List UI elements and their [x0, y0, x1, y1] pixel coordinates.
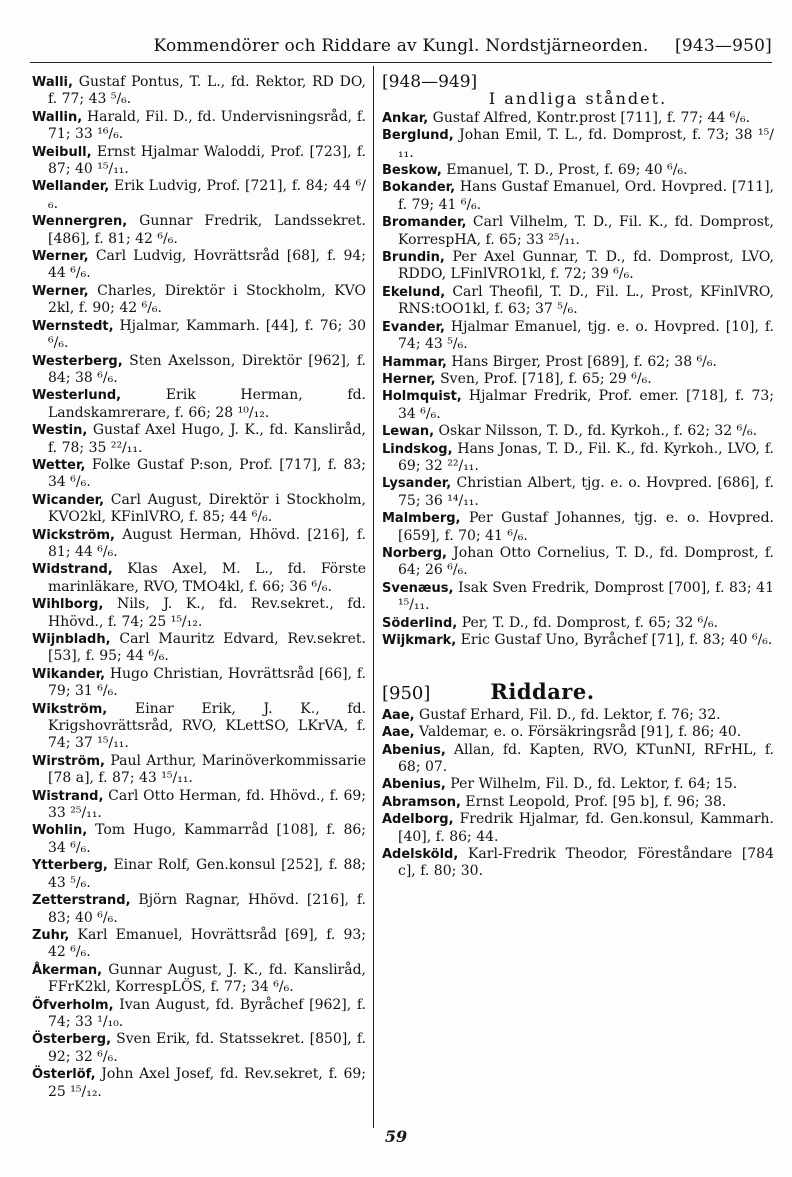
entry-name: Werner, [32, 249, 89, 265]
section-label-riddare: [950] [382, 683, 431, 705]
left-column [32, 74, 366, 1101]
section-title-riddare: Riddare. [490, 679, 595, 705]
entry-name: Holmquist, [382, 389, 462, 405]
entry-details: Fredrik Hjalmar, fd. Gen.konsul, Kammarh. [40], f. 86; 44. [398, 811, 774, 845]
list-item [382, 249, 774, 284]
list-item [382, 742, 774, 777]
entry-name: Bromander, [382, 215, 467, 231]
running-header [30, 36, 772, 56]
list-item [32, 318, 366, 353]
list-item [32, 997, 366, 1032]
list-item [382, 475, 774, 510]
entry-name: Wohlin, [32, 823, 88, 839]
entry-details: Einar Rolf, Gen.konsul [252], f. 88; 43 ⁵/₆. [48, 857, 366, 891]
entry-details: Klas Axel, M. L., fd. Förste marinläkare, RVO, TMO4kl, f. 66; 36 ⁶/₆. [48, 561, 366, 595]
list-item [382, 580, 774, 615]
list-item [32, 1031, 366, 1066]
list-item [32, 701, 366, 753]
entry-name: Wirström, [32, 753, 105, 769]
entry-details: Sven Erik, fd. Statssekret. [850], f. 92; 32 ⁶/₆. [48, 1031, 366, 1065]
entry-details: Carl Otto Herman, fd. Hhövd., f. 69; 33 ²⁵/₁₁. [48, 787, 366, 822]
right-column [382, 74, 774, 881]
entry-name: Svenæus, [382, 580, 454, 596]
list-item [382, 724, 774, 741]
entry-name: Wihlborg, [32, 597, 104, 613]
entry-list-andliga [382, 110, 774, 650]
entry-name: Wernstedt, [32, 318, 114, 334]
entry-name: Wennergren, [32, 214, 128, 230]
entry-details: Hjalmar, Kammarh. [44], f. 76; 30 ⁶/₆. [48, 317, 366, 352]
entry-name: Adelsköld, [382, 847, 459, 863]
entry-details: Gustaf Erhard, Fil. D., fd. Lektor, f. 76; 32. [414, 706, 721, 723]
entry-name: Brundin, [382, 250, 445, 266]
entry-details: Per Wilhelm, Fil. D., fd. Lektor, f. 64; 15. [445, 776, 738, 793]
entry-name: Walli, [32, 75, 73, 90]
entry-name: Wikander, [32, 666, 106, 682]
list-item [32, 666, 366, 701]
entry-details: Gustaf Alfred, Kontr.prost [711], f. 77; 44 ⁶/₆. [428, 109, 751, 126]
entry-details: Carl Vilhelm, T. D., Fil. K., fd. Domprost, KorrespHA, f. 65; 33 ²⁵/₁₁. [398, 214, 774, 248]
list-item [32, 248, 366, 283]
list-item [382, 423, 774, 440]
entry-details: Hugo Christian, Hovrättsråd [66], f. 79; 31 ⁶/₆. [48, 665, 366, 700]
entry-name: Bokander, [382, 180, 456, 196]
entry-details: Johan Emil, T. L., fd. Domprost, f. 73; 38 ¹⁵/₁₁. [398, 127, 774, 161]
entry-details: Folke Gustaf P:son, Prof. [717], f. 83; 34 ⁶/₆. [48, 456, 366, 491]
entry-name: Österlöf, [32, 1067, 96, 1083]
list-item [382, 110, 774, 127]
section-label-andliga: [948—949] [382, 72, 478, 92]
list-item [32, 927, 366, 962]
entry-name: Hammar, [382, 354, 447, 370]
entry-name: Lysander, [382, 476, 452, 492]
entry-details: Sten Axelsson, Direktör [962], f. 84; 38 ⁶/₆. [48, 352, 366, 386]
entry-name: Westerlund, [32, 388, 122, 404]
list-item [32, 596, 366, 631]
list-item [32, 822, 366, 857]
entry-name: Weibull, [32, 144, 92, 160]
list-item [32, 892, 366, 927]
entry-details: John Axel Josef, fd. Rev.sekret, f. 69; 25 ¹⁵/₁₂. [48, 1066, 366, 1100]
entry-name: Öfverholm, [32, 997, 114, 1013]
list-item [382, 127, 774, 162]
entry-details: Erik Herman, fd. Landskamrerare, f. 66; 28 ¹⁰/₁₂. [48, 387, 366, 421]
list-item [32, 213, 366, 248]
entry-details: Per Gustaf Johannes, tjg. e. o. Hovpred. [659], f. 70; 41 ⁶/₆. [398, 510, 774, 544]
entry-details: Valdemar, e. o. Försäkringsråd [91], f. 86; 40. [414, 724, 742, 741]
entry-name: Zetterstrand, [32, 893, 131, 909]
entry-details: Hans Jonas, T. D., Fil. K., fd. Kyrkoh., LVO, f. 69; 32 ²²/₁₁. [398, 440, 774, 474]
list-item [382, 284, 774, 319]
list-item [382, 214, 774, 249]
list-item [382, 794, 774, 811]
list-item [32, 178, 366, 213]
entry-name: Malmberg, [382, 511, 461, 527]
list-item [32, 283, 366, 318]
entry-details: Gunnar August, J. K., fd. Kansliråd, FFrK2kl, KorrespLÖS, f. 77; 34 ⁶/₆. [48, 961, 366, 996]
entry-details: Ernst Hjalmar Waloddi, Prof. [723], f. 87; 40 ¹⁵/₁₁. [48, 143, 366, 178]
list-item [32, 962, 366, 997]
column-divider [373, 66, 374, 1128]
list-item [382, 162, 774, 179]
entry-details: Gustaf Pontus, T. L., fd. Rektor, RD DO, f. 77; 43 ⁵/₆. [48, 74, 366, 108]
list-item [382, 776, 774, 793]
entry-details: Sven, Prof. [718], f. 65; 29 ⁶/₆. [435, 370, 652, 387]
entry-details: Per, T. D., fd. Domprost, f. 65; 32 ⁶/₆. [457, 614, 719, 631]
entry-details: Tom Hugo, Kammarråd [108], f. 86; 34 ⁶/₆. [48, 822, 366, 856]
entry-name: Zuhr, [32, 927, 70, 943]
entry-details: Per Axel Gunnar, T. D., fd. Domprost, LVO, RDDO, LFinlVRO1kl, f. 72; 39 ⁶/₆. [398, 249, 774, 283]
entry-name: Wijkmark, [382, 633, 457, 648]
entry-name: Ekelund, [382, 284, 446, 300]
list-item [382, 510, 774, 545]
entry-name: Abenius, [382, 777, 446, 793]
entry-details: Charles, Direktör i Stockholm, KVO 2kl, f. 90; 42 ⁶/₆. [48, 282, 366, 317]
section-title-andliga: I andliga ståndet. [488, 89, 668, 109]
entry-name: Lindskog, [382, 441, 453, 457]
list-item [32, 457, 366, 492]
entry-details: Nils, J. K., fd. Rev.sekret., fd. Hhövd., f. 74; 25 ¹⁵/₁₂. [48, 596, 366, 630]
entry-details: Carl Theofil, T. D., Fil. L., Prost, KFinlVRO, RNS:tOO1kl, f. 63; 37 ⁵/₆. [398, 283, 774, 318]
list-item [382, 441, 774, 476]
list-item [32, 561, 366, 596]
page-number: 59 [384, 1127, 408, 1146]
list-item [382, 615, 774, 632]
entry-details: Björn Ragnar, Hhövd. [216], f. 83; 40 ⁶/₆. [48, 892, 366, 926]
list-item [382, 545, 774, 580]
entry-name: Wallin, [32, 109, 83, 125]
entry-name: Wellander, [32, 179, 110, 195]
entry-details: August Herman, Hhövd. [216], f. 81; 44 ⁶/₆. [48, 526, 366, 560]
entry-name: Ankar, [382, 110, 429, 126]
entry-name: Norberg, [382, 545, 447, 561]
entry-name: Wickström, [32, 527, 115, 543]
entry-name: Westerberg, [32, 353, 123, 369]
entry-details: Erik Ludvig, Prof. [721], f. 84; 44 ⁶/₆. [48, 178, 366, 212]
list-item [382, 846, 774, 881]
list-item [32, 753, 366, 788]
entry-details: Oskar Nilsson, T. D., fd. Kyrkoh., f. 62; 32 ⁶/₆. [434, 423, 758, 440]
list-item [32, 144, 366, 179]
entry-details: Karl Emanuel, Hovrättsråd [69], f. 93; 42 ⁶/₆. [48, 926, 366, 961]
list-item [382, 179, 774, 214]
entry-name: Ytterberg, [32, 858, 108, 874]
entry-details: Emanuel, T. D., Prost, f. 69; 40 ⁶/₆. [441, 162, 688, 179]
entry-list-riddare [382, 707, 774, 881]
entry-details: Hjalmar Fredrik, Prof. emer. [718], f. 73; 34 ⁶/₆. [398, 388, 774, 422]
entry-name: Evander, [382, 319, 445, 335]
entry-details: Harald, Fil. D., fd. Undervisningsråd, f. 71; 33 ¹⁶/₆. [48, 108, 366, 143]
list-item [32, 1066, 366, 1101]
entry-name: Lewan, [382, 424, 435, 440]
header-range: [943—950] [675, 36, 772, 56]
entry-details: Paul Arthur, Marinöverkommissarie [78 a], f. 87; 43 ¹⁵/₁₁. [48, 752, 366, 787]
entry-details: Gustaf Axel Hugo, J. K., fd. Kansliråd, f. 78; 35 ²²/₁₁. [48, 422, 366, 456]
entry-name: Berglund, [382, 128, 454, 144]
entry-details: Christian Albert, tjg. e. o. Hovpred. [686], f. 75; 36 ¹⁴/₁₁. [398, 475, 774, 509]
entry-details: Einar Erik, J. K., fd. Krigshovrättsråd, RVO, KLettSO, LKrVA, f. 74; 37 ¹⁵/₁₁. [48, 700, 366, 752]
entry-details: Johan Otto Cornelius, T. D., fd. Domprost, f. 64; 26 ⁶/₆. [398, 544, 774, 579]
list-item [382, 707, 774, 724]
list-item [382, 354, 774, 371]
entry-name: Westin, [32, 423, 88, 439]
header-title: Kommendörer och Riddare av Kungl. Nordstjärneorden. [153, 36, 649, 56]
entry-details: Allan, fd. Kapten, RVO, KTunNI, RFrHL, f. 68; 07. [398, 741, 774, 776]
list-item [382, 811, 774, 846]
list-item [32, 857, 366, 892]
list-item [382, 371, 774, 388]
entry-name: Herner, [382, 371, 436, 387]
entry-details: Eric Gustaf Uno, Byråchef [71], f. 83; 40 ⁶/₆. [456, 632, 773, 648]
entry-name: Abenius, [382, 742, 446, 758]
entry-name: Wistrand, [32, 788, 104, 804]
entry-details: Carl Mauritz Edvard, Rev.sekret. [53], f. 95; 44 ⁶/₆. [48, 631, 366, 665]
list-item [382, 388, 774, 423]
entry-name: Wetter, [32, 457, 86, 473]
list-item [32, 788, 366, 823]
entry-details: Hans Gustaf Emanuel, Ord. Hovpred. [711], f. 79; 41 ⁶/₆. [398, 179, 774, 213]
entry-name: Wijnbladh, [32, 632, 111, 647]
list-item [32, 527, 366, 562]
entry-name: Werner, [32, 283, 89, 299]
entry-name: Aae, [382, 707, 415, 723]
list-item [382, 632, 774, 649]
entry-name: Aae, [382, 725, 415, 741]
entry-details: Isak Sven Fredrik, Domprost [700], f. 83; 41 ¹⁵/₁₁. [398, 579, 774, 614]
entry-name: Adelborg, [382, 812, 454, 828]
entry-name: Widstrand, [32, 562, 113, 578]
entry-name: Söderlind, [382, 615, 458, 631]
entry-details: Carl Ludvig, Hovrättsråd [68], f. 94; 44 ⁶/₆. [48, 248, 366, 282]
section-heading-riddare [382, 679, 774, 705]
entry-name: Wikström, [32, 701, 108, 717]
list-item [382, 319, 774, 354]
list-item [32, 422, 366, 457]
entry-details: Hjalmar Emanuel, tjg. e. o. Hovpred. [10], f. 74; 43 ⁵/₆. [398, 318, 774, 353]
list-item [32, 353, 366, 388]
list-item [32, 631, 366, 666]
entry-name: Österberg, [32, 1032, 112, 1048]
entry-details: Carl August, Direktör i Stockholm, KVO2kl, KFinlVRO, f. 85; 44 ⁶/₆. [48, 491, 366, 526]
list-item [32, 387, 366, 422]
header-rule [30, 62, 772, 63]
entry-details: Karl-Fredrik Theodor, Föreståndare [784 c], f. 80; 30. [398, 846, 774, 880]
entry-name: Åkerman, [32, 962, 103, 978]
entry-details: Hans Birger, Prost [689], f. 62; 38 ⁶/₆. [446, 353, 717, 370]
entry-details: Ivan August, fd. Byråchef [962], f. 74; 33 ¹/₁₀. [48, 996, 366, 1030]
entry-details: Gunnar Fredrik, Landssekret.[486], f. 81; 42 ⁶/₆. [48, 213, 366, 247]
entry-name: Wicander, [32, 492, 105, 508]
entry-details: Ernst Leopold, Prof. [95 b], f. 96; 38. [460, 793, 727, 810]
list-item [32, 109, 366, 144]
list-item [32, 492, 366, 527]
entry-name: Beskow, [382, 163, 442, 179]
list-item [32, 74, 366, 109]
entry-name: Abramson, [382, 794, 461, 810]
